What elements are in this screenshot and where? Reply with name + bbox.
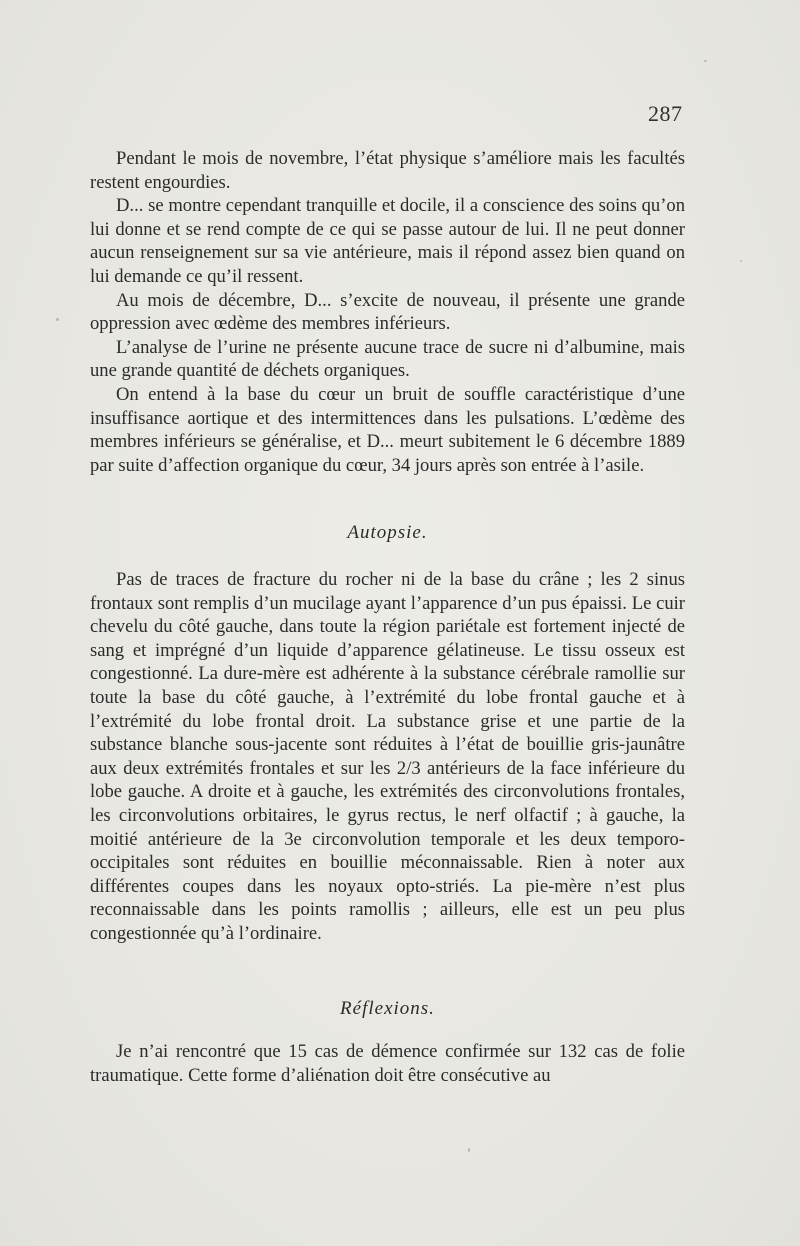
page-number: 287 bbox=[648, 101, 683, 126]
case-history-text bbox=[90, 147, 685, 477]
paper-speck bbox=[56, 318, 59, 321]
section-heading-reflexions: Réflexions. bbox=[340, 998, 435, 1019]
paragraph: D... se montre cependant tranquille et docile, il a conscience des soins qu’on lui donne et se rend compte de ce qui se passe autour de lui. Il ne peut donner aucun renseignement sur sa vie antérieure, mais il répond assez bien quand on lui demande ce qu’il ressent. bbox=[90, 195, 685, 287]
paragraph: On entend à la base du cœur un bruit de souffle caractéristique d’une insuffisance aortique et des intermittences dans les pulsations. L’œdème des membres inférieurs se généralise, et D... meurt subitement le 6 décembre 1889 par suite d’affection organique du cœur, 34 jours après son entrée à l’asile. bbox=[90, 383, 685, 476]
reflections-text bbox=[90, 1040, 685, 1087]
section-heading-autopsie: Autopsie. bbox=[347, 522, 428, 543]
paper-speck bbox=[468, 1148, 470, 1152]
paragraph: L’analyse de l’urine ne présente aucune trace de sucre ni d’albumine, mais une grande quantité de déchets organiques. bbox=[90, 336, 685, 382]
autopsy-text bbox=[90, 568, 685, 946]
paper-speck bbox=[740, 260, 742, 262]
paragraph: Je n’ai rencontré que 15 cas de démence confirmée sur 132 cas de folie traumatique. Cette forme d’aliénation doit être consécutive au bbox=[90, 1041, 685, 1086]
paragraph: Pendant le mois de novembre, l’état physique s’améliore mais les facultés restent engourdies. bbox=[90, 148, 685, 193]
paragraph: Pas de traces de fracture du rocher ni de la base du crâne ; les 2 sinus frontaux sont remplis d’un mucilage ayant l’apparence d’un pus épaissi. Le cuir chevelu du côté gauche, dans toute la région pariétale est fortement injecté de sang et imprégné d’un liquide d’apparence gélatineuse. Le tissu osseux est congestionné. La dure-mère est adhérente à la substance cérébrale ramollie sur toute la base du côté gauche, à l’extrémité du lobe frontal gauche et à l’extrémité du lobe frontal droit. La substance grise et une partie de la substance blanche sous-jacente sont réduites à l’état de bouillie gris-jaunâtre aux deux extrémités frontales et sur les 2/3 antérieurs de la face inférieure du lobe gauche. A droite et à gauche, les extrémités des circonvolutions frontales, les circonvolutions orbitaires, le gyrus rectus, le nerf olfactif ; à gauche, la moitié antérieure de la 3e circonvolution temporale et les deux temporo-occipitales sont réduites en bouillie méconnaissable. Rien à noter aux différentes coupes dans les noyaux opto-striés. La pie-mère n’est plus reconnaissable dans les points ramollis ; ailleurs, elle est un peu plus congestionnée qu’à l’ordinaire. bbox=[90, 569, 685, 944]
paper-speck bbox=[704, 60, 707, 62]
paragraph: Au mois de décembre, D... s’excite de nouveau, il présente une grande oppression avec œdème des membres inférieurs. bbox=[90, 289, 685, 335]
